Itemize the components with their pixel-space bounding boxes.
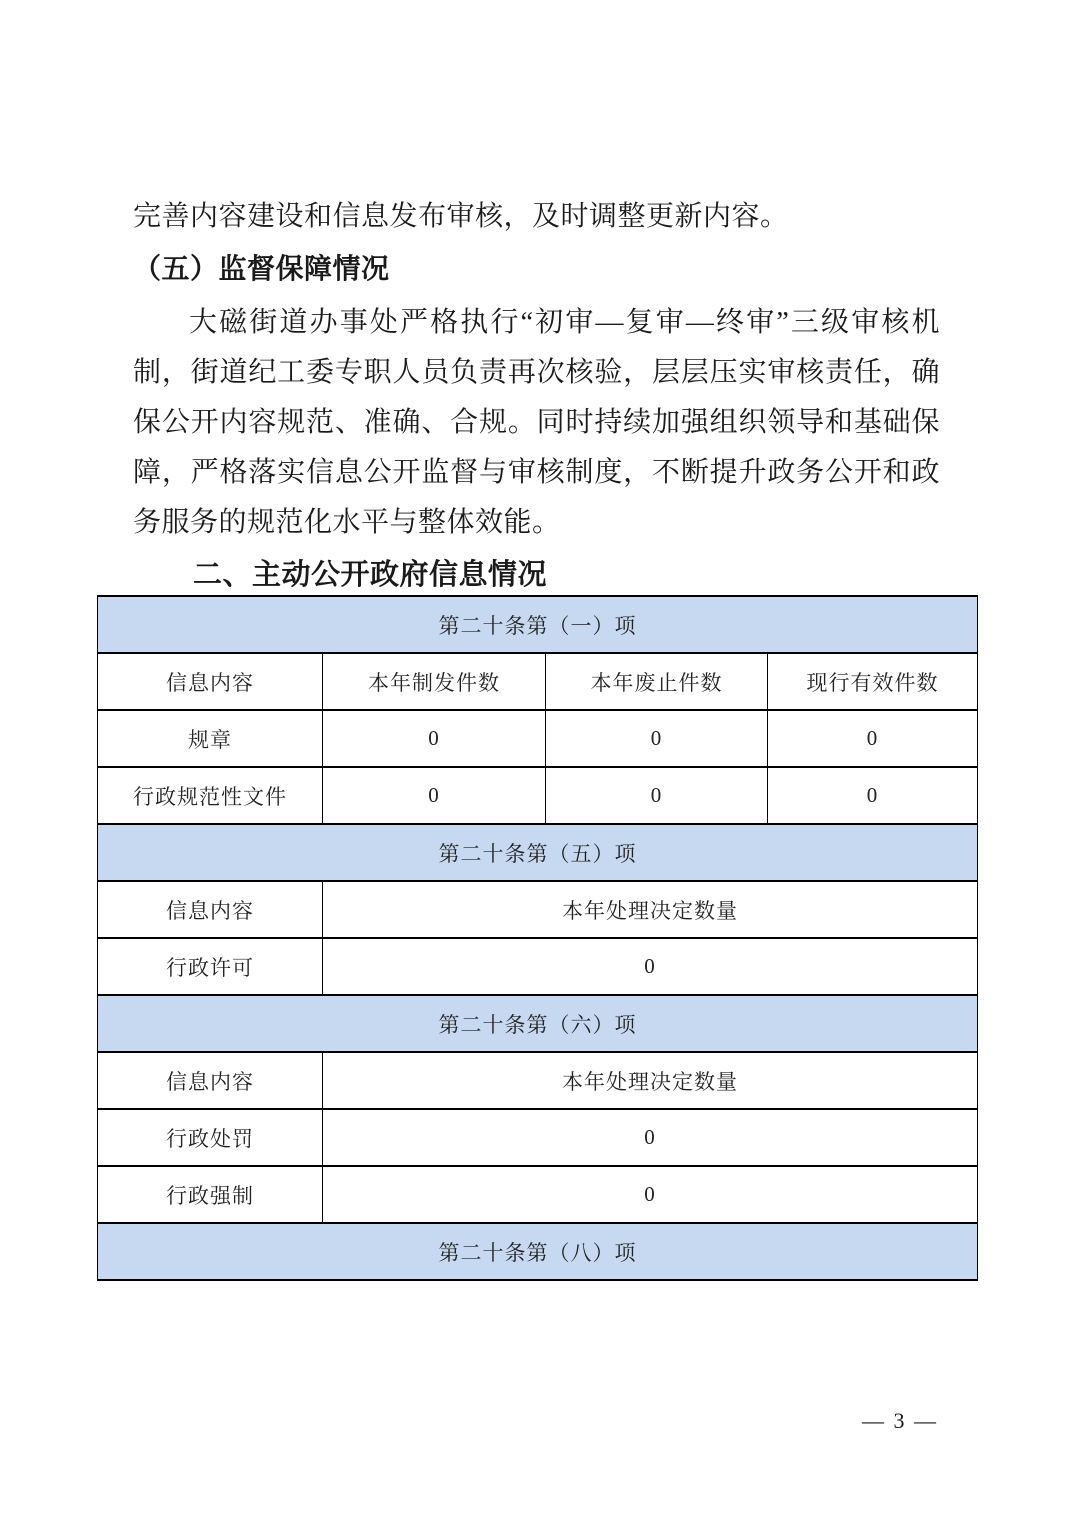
table-header-cell: 现行有效件数 [768, 653, 978, 710]
table-header-cell: 信息内容 [98, 1052, 323, 1109]
table-row [98, 710, 978, 767]
paragraph-line: 保公开内容规范、准确、合规。同时持续加强组织领导和基础保 [133, 407, 940, 438]
section-2-heading: 二、主动公开政府信息情况 [193, 559, 548, 591]
disclosure-statistics-table [97, 595, 978, 1281]
table-data-cell: 0 [546, 767, 768, 824]
paragraph-line: 制，街道纪工委专职人员负责再次核验，层层压实审核责任，确 [133, 357, 940, 388]
table-data-cell: 0 [323, 1166, 978, 1223]
table-data-cell: 行政强制 [98, 1166, 323, 1223]
table-section-band [98, 596, 978, 653]
table-data-cell: 0 [323, 938, 978, 995]
table-header-cell: 信息内容 [98, 653, 323, 710]
table-row [98, 1166, 978, 1223]
table-header-row [98, 881, 978, 938]
table-header-cell: 信息内容 [98, 881, 323, 938]
section-5-heading: （五）监督保障情况 [133, 254, 390, 285]
table-row [98, 1109, 978, 1166]
table-data-cell: 规章 [98, 710, 323, 767]
table-section-band-label: 第二十条第（六）项 [98, 995, 978, 1052]
table-data-cell: 0 [323, 710, 546, 767]
table-header-row [98, 653, 978, 710]
table-data-cell: 0 [546, 710, 768, 767]
table-section-band-label: 第二十条第（一）项 [98, 596, 978, 653]
table-data-cell: 0 [323, 1109, 978, 1166]
body-text-block [133, 192, 940, 602]
table-row [98, 767, 978, 824]
table-header-cell: 本年处理决定数量 [323, 1052, 978, 1109]
table-header-cell: 本年废止件数 [546, 653, 768, 710]
table-header-row [98, 1052, 978, 1109]
table-section-band [98, 824, 978, 881]
table-section-band [98, 1223, 978, 1280]
table-section-band-label: 第二十条第（八）项 [98, 1223, 978, 1280]
paragraph-line: 大磁街道办事处严格执行“初审—复审—终审”三级审核机 [189, 307, 940, 338]
table-data-cell: 行政许可 [98, 938, 323, 995]
table-header-cell: 本年处理决定数量 [323, 881, 978, 938]
paragraph-line: 障，严格落实信息公开监督与审核制度，不断提升政务公开和政 [133, 457, 940, 488]
table-row [98, 938, 978, 995]
table-data-cell: 0 [768, 767, 978, 824]
table-data-cell: 行政规范性文件 [98, 767, 323, 824]
table-header-cell: 本年制发件数 [323, 653, 546, 710]
table-section-band-label: 第二十条第（五）项 [98, 824, 978, 881]
page-number: — 3 — [862, 1408, 938, 1433]
paragraph-line: 务服务的规范化水平与整体效能。 [133, 507, 561, 538]
table-data-cell: 0 [768, 710, 978, 767]
paragraph-continuation-line: 完善内容建设和信息发布审核，及时调整更新内容。 [133, 201, 789, 232]
table-section-band [98, 995, 978, 1052]
table-data-cell: 行政处罚 [98, 1109, 323, 1166]
table-data-cell: 0 [323, 767, 546, 824]
